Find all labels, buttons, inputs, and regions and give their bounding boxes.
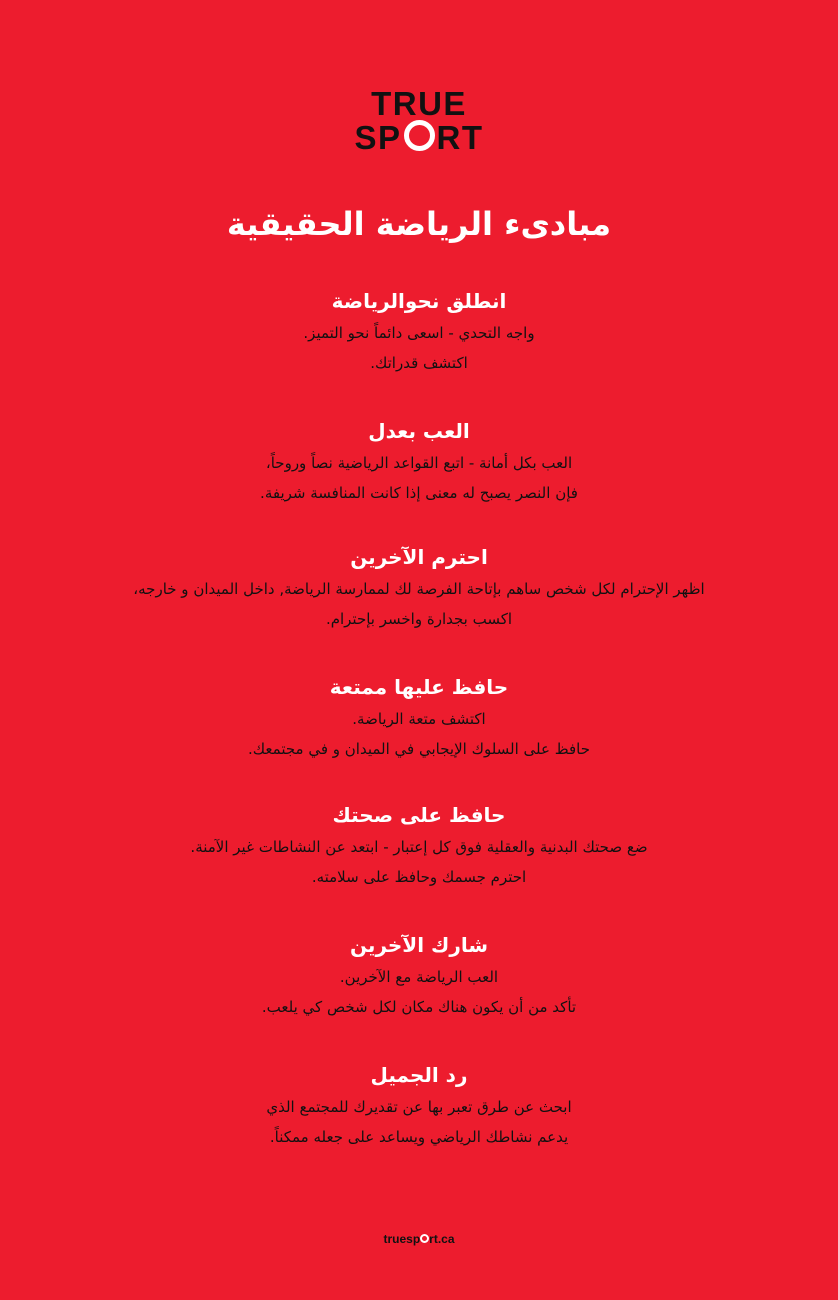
- principle-line: تأكد من أن يكون هناك مكان لكل شخص كي يلعب.: [261, 998, 577, 1016]
- principle-section-3: [0, 540, 838, 634]
- true-sport-logo: [0, 85, 838, 156]
- principle-line: العب الرياضة مع الآخرين.: [339, 968, 499, 986]
- logo-line-2-start: SP: [354, 119, 402, 156]
- principle-line: اكسب بجدارة واخسر بإحترام.: [325, 610, 513, 628]
- principle-line: العب بكل أمانة - اتبع القواعد الرياضية نصاً وروحاً،: [265, 454, 573, 472]
- principle-line: حافظ على السلوك الإيجابي في الميدان و في مجتمعك.: [248, 740, 590, 758]
- principle-line: فإن النصر يصبح له معنى إذا كانت المنافسة شريفة.: [260, 484, 578, 502]
- principle-line: اكتشف متعة الرياضة.: [352, 710, 486, 728]
- logo-line-2: [0, 120, 838, 154]
- principle-line: احترم جسمك وحافظ على سلامته.: [311, 868, 527, 886]
- logo-line-2-end: RT: [436, 119, 484, 156]
- principle-section-7: [0, 1058, 838, 1152]
- principle-heading: انطلق نحوالرياضة: [331, 289, 507, 313]
- url-end: rt.ca: [429, 1232, 455, 1246]
- principle-line: اظهر الإحترام لكل شخص ساهم بإتاحة الفرصة لك لممارسة الرياضة, داخل الميدان و خارجه،: [133, 580, 705, 598]
- principle-section-2: [0, 414, 838, 508]
- principle-section-6: [0, 928, 838, 1022]
- url-o-ring-icon: [420, 1234, 429, 1243]
- principle-heading: شارك الآخرين: [349, 933, 489, 957]
- principle-heading: حافظ على صحتك: [332, 803, 506, 827]
- logo-o-ring-icon: [404, 120, 435, 151]
- principle-section-5: [0, 798, 838, 892]
- website-link[interactable]: [0, 1232, 838, 1246]
- principle-line: يدعم نشاطك الرياضي ويساعد على جعله ممكناً.: [269, 1128, 569, 1146]
- principle-line: ابحث عن طرق تعبر بها عن تقديرك للمجتمع الذي: [266, 1098, 572, 1116]
- principle-line: واجه التحدي - اسعى دائماً نحو التميز.: [303, 324, 535, 342]
- logo-line-1: TRUE: [371, 85, 467, 122]
- page-title: مبادىء الرياضة الحقيقية: [226, 205, 612, 243]
- principle-line: اكتشف قدراتك.: [370, 354, 468, 372]
- principle-heading: العب بعدل: [368, 419, 470, 443]
- url-start: truesp: [383, 1232, 421, 1246]
- principle-heading: احترم الآخرين: [350, 545, 488, 569]
- principle-heading: رد الجميل: [370, 1063, 468, 1087]
- principle-line: ضع صحتك البدنية والعقلية فوق كل إعتبار - ابتعد عن النشاطات غير الآمنة.: [190, 838, 648, 856]
- principle-heading: حافظ عليها ممتعة: [329, 675, 509, 699]
- principle-section-4: [0, 670, 838, 764]
- principle-section-1: [0, 284, 838, 378]
